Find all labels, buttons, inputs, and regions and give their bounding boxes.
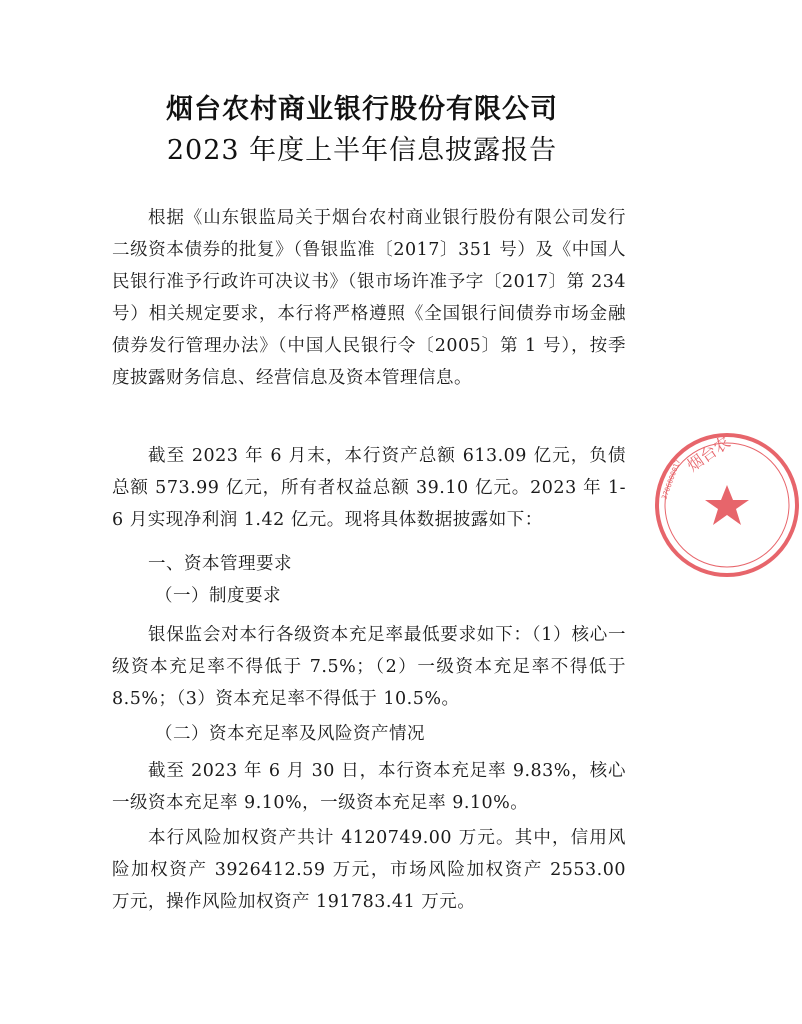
- document-title: 烟台农村商业银行股份有限公司: [166, 94, 558, 125]
- subsection-heading-capital-adequacy: （二）资本充足率及风险资产情况: [155, 724, 425, 744]
- paragraph-basis: 根据《山东银监局关于烟台农村商业银行股份有限公司发行二级资本债券的批复》（鲁银监准〔2017〕351 号）及《中国人民银行准予行政许可决议书》（银市场许准予字〔2017〕第 234 号）相关规定要求，本行将严格遵照《全国银行间债券市场金融债券发行管理办法》（中国人民银行令〔2005〕第 1 号），按季度披露财务信息、经营信息及资本管理信息。: [112, 208, 626, 388]
- company-seal-stamp: [652, 430, 802, 580]
- svg-text:烟台农: 烟台农: [683, 432, 734, 476]
- paragraph-summary: 截至 2023 年 6 月末，本行资产总额 613.09 亿元，负债总额 573.99 亿元，所有者权益总额 39.10 亿元。2023 年 1-6 月实现净利润 1.42 亿元。现将具体数据披露如下：: [112, 446, 626, 530]
- paragraph-risk-weighted-assets: 本行风险加权资产共计 4120749.00 万元。其中，信用风险加权资产 3926412.59 万元，市场风险加权资产 2553.00 万元，操作风险加权资产 191783.41 万元。: [112, 828, 626, 912]
- paragraph-requirements: 银保监会对本行各级资本充足率最低要求如下：（1）核心一级资本充足率不得低于 7.5%；（2）一级资本充足率不得低于 8.5%；（3）资本充足率不得低于 10.5%。: [112, 625, 626, 709]
- svg-text:3706000017: 3706000017: [660, 458, 683, 501]
- paragraph-capital-ratios: 截至 2023 年 6 月 30 日，本行资本充足率 9.83%，核心一级资本充足率 9.10%，一级资本充足率 9.10%。: [112, 761, 626, 813]
- document-subtitle: 2023 年度上半年信息披露报告: [166, 135, 558, 166]
- subsection-heading-requirements: （一）制度要求: [155, 586, 281, 606]
- section-heading-capital-management: 一、资本管理要求: [148, 554, 292, 574]
